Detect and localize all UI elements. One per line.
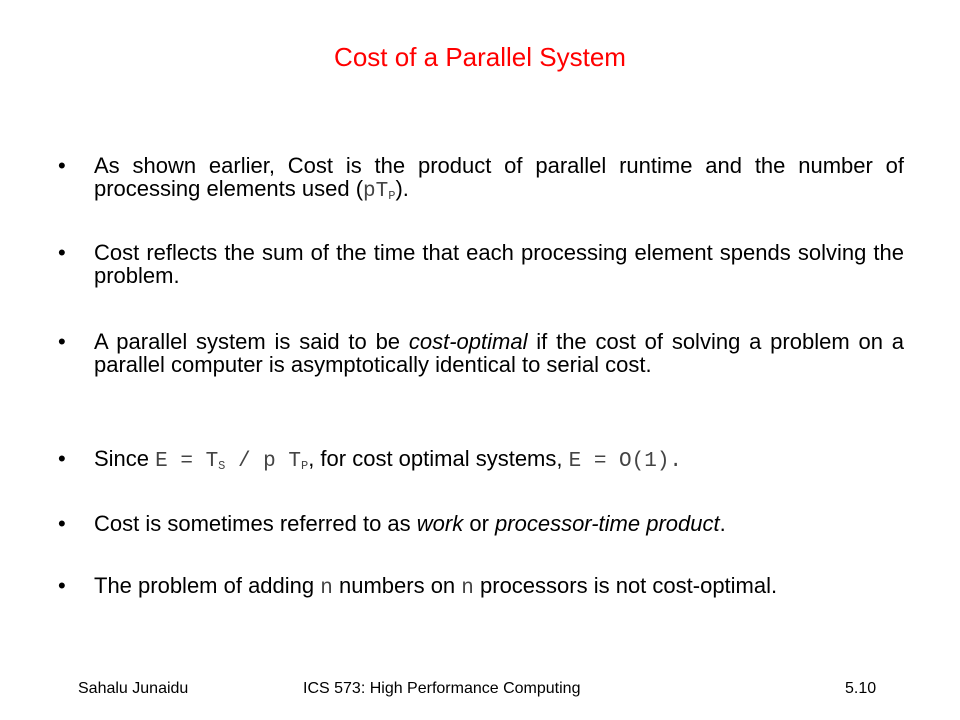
code-text: / p T bbox=[225, 450, 301, 473]
bullet-marker: • bbox=[58, 329, 66, 354]
bullet-text-part: ). bbox=[395, 176, 409, 201]
bullet-text bbox=[94, 154, 904, 208]
footer-course: ICS 573: High Performance Computing bbox=[303, 680, 581, 697]
bullet-text-part: The problem of adding bbox=[94, 573, 321, 598]
bullet-marker: • bbox=[58, 446, 66, 471]
footer-author: Sahalu Junaidu bbox=[78, 680, 189, 697]
bullet-text-part: if the cost of solving a problem on a parallel computer is asymptotically identical to serial cost. bbox=[94, 329, 904, 377]
code-text: pT bbox=[363, 180, 389, 203]
bullet-text bbox=[94, 330, 904, 376]
code-text: E = O(1). bbox=[568, 450, 683, 473]
bullet-text: Cost reflects the sum of the time that each processing element spends solving the problem. bbox=[94, 240, 904, 288]
footer-page-number: 5.10 bbox=[845, 680, 877, 697]
emphasis-text: work bbox=[416, 511, 464, 536]
bullet-text-part: . bbox=[719, 511, 726, 536]
bullet-text bbox=[94, 447, 904, 478]
bullet-text bbox=[94, 574, 904, 600]
code-text: E = T bbox=[155, 450, 219, 473]
bullet-text bbox=[94, 512, 904, 535]
bullet-marker: • bbox=[58, 511, 66, 536]
bullet-text-part: Cost is sometimes referred to as bbox=[94, 511, 417, 536]
bullet-marker: • bbox=[58, 153, 66, 178]
emphasis-text: processor-time product bbox=[495, 511, 720, 536]
slide-title: Cost of a Parallel System bbox=[334, 42, 626, 72]
subscript: P bbox=[301, 459, 309, 473]
bullet-text-part: As shown earlier, Cost is the product of parallel runtime and the number of processing elements used ( bbox=[94, 153, 904, 201]
bullet-text-part: A parallel system is said to be bbox=[94, 329, 409, 354]
code-text: n bbox=[320, 577, 333, 600]
bullet-marker: • bbox=[58, 573, 66, 598]
bullet-text-part: numbers on bbox=[332, 573, 462, 598]
bullet-text-part: Since bbox=[94, 446, 156, 471]
bullet-text-part: or bbox=[463, 511, 496, 536]
bullet-marker: • bbox=[58, 240, 66, 265]
bullet-text-part: processors is not cost-optimal. bbox=[473, 573, 778, 598]
emphasis-text: cost-optimal bbox=[408, 329, 528, 354]
code-text: n bbox=[461, 577, 474, 600]
subscript: P bbox=[388, 189, 396, 203]
subscript: S bbox=[218, 459, 226, 473]
bullet-text-part: , for cost optimal systems, bbox=[308, 446, 569, 471]
